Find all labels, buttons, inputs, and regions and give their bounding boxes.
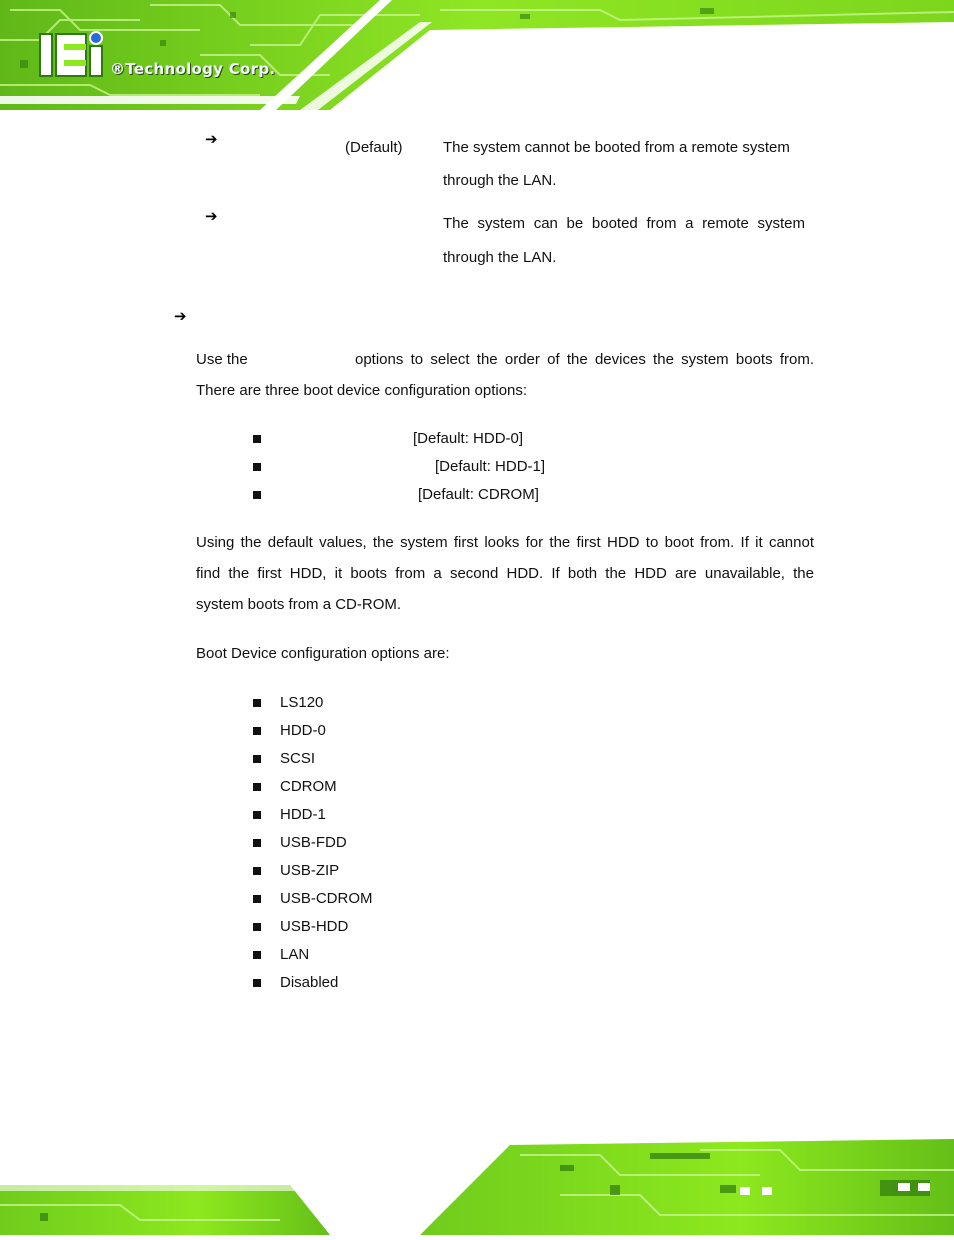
list-item: SCSI [280,750,316,767]
option-description: through the LAN. [443,172,557,189]
square-bullet-icon [253,435,261,443]
list-item: CDROM [280,778,337,795]
square-bullet-icon [253,727,261,735]
paragraph-line: system boots from a CD-ROM. [196,596,402,613]
default-value: [Default: CDROM] [418,486,539,503]
list-item: Disabled [280,974,339,991]
square-bullet-icon [253,839,261,847]
option-description: through the LAN. [443,249,557,266]
page-header [0,0,954,112]
square-bullet-icon [253,979,261,987]
intro-text: There are three boot device configuration options: [196,382,528,399]
list-item: USB-FDD [280,834,347,851]
list-item: HDD-1 [280,806,326,823]
square-bullet-icon [253,923,261,931]
square-bullet-icon [253,699,261,707]
option-setting: (Default) [345,139,403,156]
brand-text: ®Technology Corp. [110,60,276,78]
default-value: [Default: HDD-0] [413,430,524,447]
square-bullet-icon [253,867,261,875]
square-bullet-icon [253,895,261,903]
intro-text: options to select the order of the devices the system boots from. [355,351,814,368]
header-pcb-graphic [0,0,954,112]
square-bullet-icon [253,463,261,471]
footer-pcb-graphic [0,1125,954,1235]
list-item: HDD-0 [280,722,326,739]
paragraph-line: find the first HDD, it boots from a second HDD. If both the HDD are unavailable, the [196,565,814,582]
square-bullet-icon [253,783,261,791]
arrow-icon: ➔ [205,130,218,148]
square-bullet-icon [253,755,261,763]
square-bullet-icon [253,951,261,959]
default-value: [Default: HDD-1] [435,458,546,475]
page-footer [0,1125,954,1235]
list-item: USB-CDROM [280,890,373,907]
paragraph-line: Using the default values, the system first looks for the first HDD to boot from. If it cannot [196,534,814,551]
option-description: The system can be booted from a remote system [443,215,805,232]
options-heading: Boot Device configuration options are: [196,645,450,662]
square-bullet-icon [253,811,261,819]
list-item: LS120 [280,694,324,711]
list-item: LAN [280,946,310,963]
square-bullet-icon [253,491,261,499]
list-item: USB-ZIP [280,862,340,879]
list-item: USB-HDD [280,918,349,935]
iei-logo [40,32,102,76]
intro-use-the: Use the [196,351,248,368]
option-description: The system cannot be booted from a remote system [443,139,790,156]
arrow-icon: ➔ [174,307,187,325]
arrow-icon: ➔ [205,207,218,225]
